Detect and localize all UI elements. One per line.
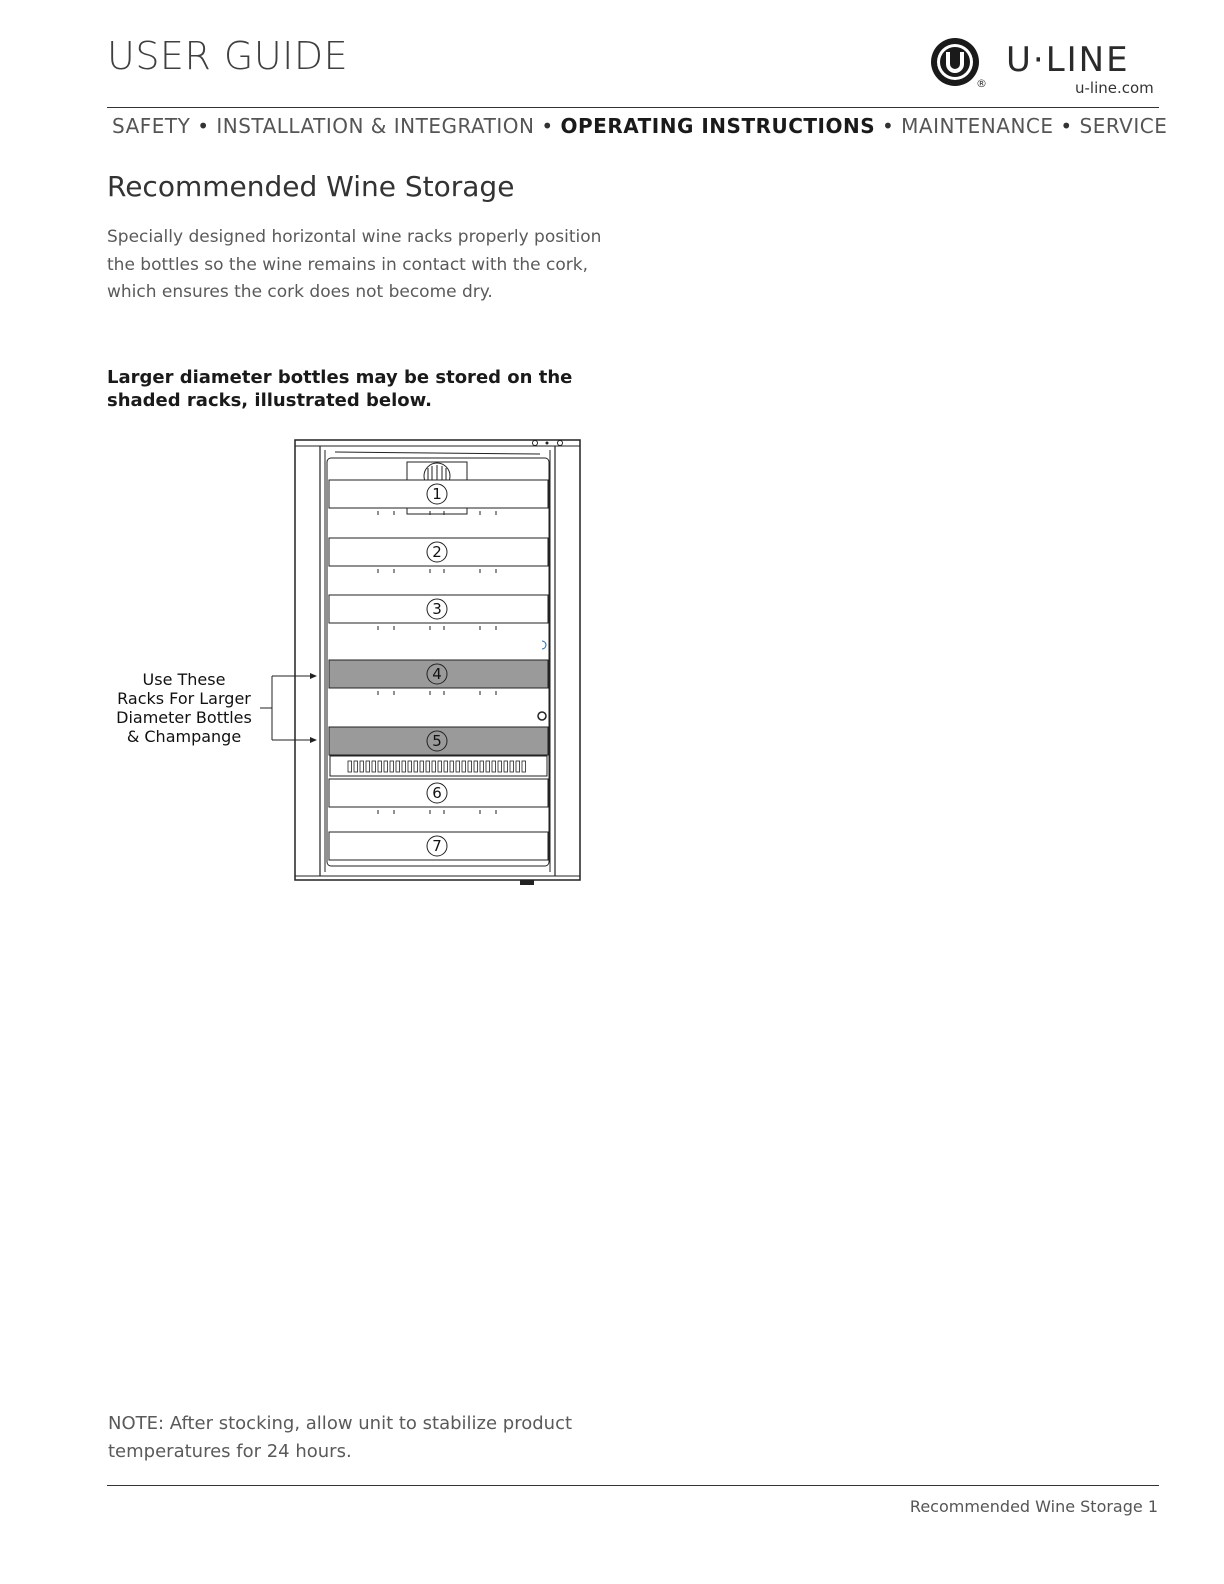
bold-note-line: shaded racks, illustrated below.	[107, 390, 432, 411]
page-footer: Recommended Wine Storage 1	[909, 1497, 1158, 1516]
logo-url[interactable]: u-line.com	[1075, 79, 1154, 97]
nav-separator: •	[882, 114, 895, 138]
rack-number-label: 2	[432, 543, 442, 561]
note-line: NOTE: After stocking, allow unit to stabilize product	[108, 1413, 573, 1434]
wine-rack-diagram	[110, 436, 590, 886]
nav-item-maintenance[interactable]: MAINTENANCE	[901, 114, 1054, 138]
rack-number-label: 7	[432, 837, 442, 855]
rack-number-label: 3	[432, 600, 442, 618]
rack-number-label: 5	[432, 732, 442, 750]
stocking-note	[108, 1410, 588, 1466]
page-title: USER GUIDE	[107, 34, 349, 78]
rack-number-label: 1	[432, 485, 442, 503]
section-nav	[112, 114, 1167, 138]
logo-wordmark: U·LINE	[1006, 40, 1130, 80]
callout-line: & Champange	[126, 727, 242, 746]
registered-mark: ®	[976, 77, 987, 90]
nav-separator: •	[1060, 114, 1073, 138]
callout-line: Diameter Bottles	[116, 708, 252, 727]
nav-separator: •	[197, 114, 210, 138]
intro-paragraph	[107, 224, 607, 307]
header-divider	[107, 107, 1159, 108]
nav-item-operating[interactable]: OPERATING INSTRUCTIONS	[560, 114, 876, 138]
nav-separator: •	[541, 114, 554, 138]
rack-number-label: 6	[432, 784, 442, 802]
footer-divider	[107, 1485, 1159, 1486]
callout-line: Use These	[142, 670, 226, 689]
intro-line: the bottles so the wine remains in contact with the cork,	[107, 254, 588, 275]
nav-item-installation[interactable]: INSTALLATION & INTEGRATION	[216, 114, 535, 138]
rack-group	[329, 480, 548, 860]
nav-item-safety[interactable]: SAFETY	[112, 114, 191, 138]
bold-note-line: Larger diameter bottles may be stored on the	[107, 367, 573, 388]
section-heading: Recommended Wine Storage	[107, 170, 515, 203]
rack-number-label: 4	[432, 665, 442, 683]
intro-line: which ensures the cork does not become dry.	[107, 282, 493, 302]
nav-item-service[interactable]: SERVICE	[1079, 114, 1168, 138]
callout-line: Racks For Larger	[117, 689, 251, 708]
bold-note	[107, 366, 587, 412]
note-line: temperatures for 24 hours.	[108, 1441, 352, 1462]
intro-line: Specially designed horizontal wine racks properly position	[107, 227, 602, 247]
